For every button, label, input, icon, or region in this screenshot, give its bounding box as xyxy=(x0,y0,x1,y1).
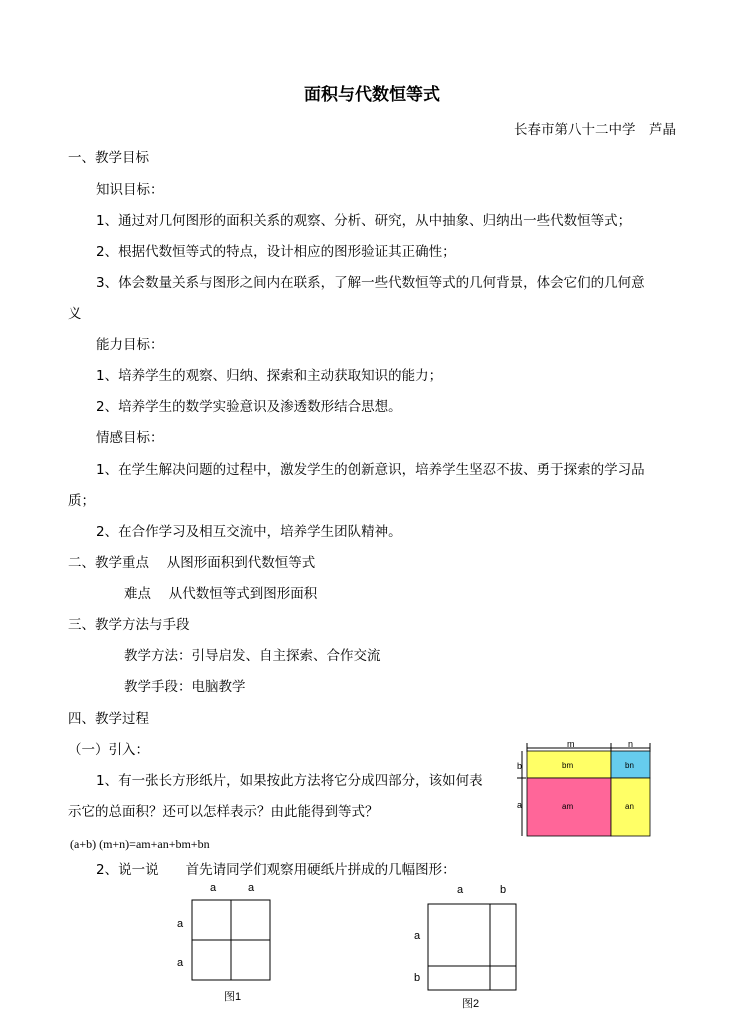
intro-paragraph-2: 2、说一说 首先请同学们观察用硬纸片拼成的几幅图形： xyxy=(96,862,456,878)
fig1-left-a-2: a xyxy=(177,957,184,969)
emotion-goal-2: 2、在合作学习及相互交流中，培养学生团队精神。 xyxy=(96,524,402,540)
ability-goal-label: 能力目标： xyxy=(96,337,164,353)
knowledge-goal-3-cont: 义 xyxy=(68,306,82,322)
knowledge-goal-2: 2、根据代数恒等式的特点，设计相应的图形验证其正确性； xyxy=(96,244,456,260)
difficulty-line: 难点 从代数恒等式到图形面积 xyxy=(124,586,318,602)
knowledge-goal-3: 3、体会数量关系与图形之间内在联系，了解一些代数恒等式的几何背景，体会它们的几何意 xyxy=(96,275,645,291)
fig2-left-a: a xyxy=(414,930,421,942)
ability-goal-2: 2、培养学生的数学实验意识及渗透数形结合思想。 xyxy=(96,399,402,415)
formula: (a+b) (m+n)=am+an+bm+bn xyxy=(70,837,210,851)
fig2-top-a: a xyxy=(457,884,464,896)
intro-paragraph-1: 1、有一张长方形纸片，如果按此方法将它分成四部分，该如何表 xyxy=(96,773,483,789)
fig1-top-a-1: a xyxy=(210,882,217,894)
emotion-goal-label: 情感目标： xyxy=(96,430,164,446)
label-m: m xyxy=(567,739,575,749)
method-line: 教学方法：引导启发、自主探索、合作交流 xyxy=(124,648,381,664)
section-3-heading: 三、教学方法与手段 xyxy=(68,617,190,633)
label-n: n xyxy=(628,739,634,749)
fig2-top-b: b xyxy=(500,884,507,896)
knowledge-goal-1: 1、通过对几何图形的面积关系的观察、分析、研究，从中抽象、归纳出一些代数恒等式； xyxy=(96,213,632,229)
cell-an-label: an xyxy=(625,802,634,811)
cell-bn-label: bn xyxy=(625,761,634,770)
emotion-goal-1: 1、在学生解决问题的过程中，激发学生的创新意识，培养学生坚忍不拔、勇于探索的学习品 xyxy=(96,462,645,478)
cell-am-label: am xyxy=(562,802,574,811)
section-4-heading: 四、教学过程 xyxy=(68,711,149,727)
fig1-top-a-2: a xyxy=(248,882,255,894)
fig2-caption: 图2 xyxy=(462,998,480,1010)
emotion-goal-1-cont: 质； xyxy=(68,493,95,509)
fig1-left-a-1: a xyxy=(177,918,184,930)
figure-2 xyxy=(410,880,530,1012)
fig1-caption: 图1 xyxy=(224,991,242,1003)
cell-bm-label: bm xyxy=(562,761,574,770)
label-b: b xyxy=(517,761,523,771)
label-a: a xyxy=(517,800,523,810)
area-rect-diagram xyxy=(512,738,660,840)
intro-heading: （一）引入： xyxy=(68,742,149,758)
fig2-left-b: b xyxy=(414,972,421,984)
knowledge-goal-label: 知识目标： xyxy=(96,182,164,198)
means-line: 教学手段：电脑教学 xyxy=(124,679,246,695)
intro-paragraph-1-cont: 示它的总面积？还可以怎样表示？由此能得到等式？ xyxy=(68,804,379,820)
section-1-heading: 一、教学目标 xyxy=(68,150,149,166)
figure-1 xyxy=(170,878,280,1008)
page-title: 面积与代数恒等式 xyxy=(304,85,440,105)
section-2-heading: 二、教学重点 从图形面积到代数恒等式 xyxy=(68,555,316,571)
author-line: 长春市第八十二中学 芦晶 xyxy=(514,122,676,138)
ability-goal-1: 1、培养学生的观察、归纳、探索和主动获取知识的能力； xyxy=(96,368,443,384)
